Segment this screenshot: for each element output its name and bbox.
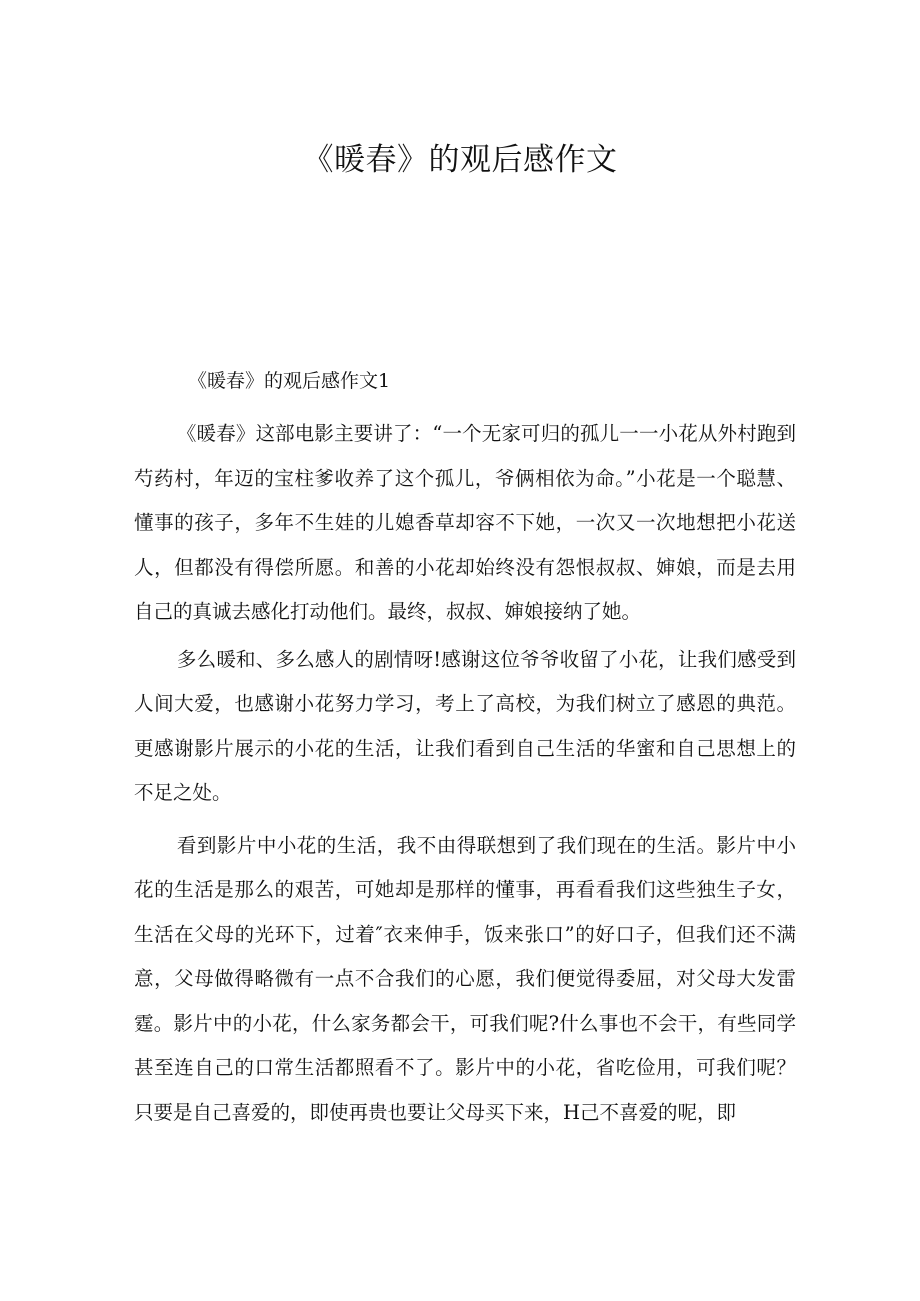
document-title: 《暖春》的观后感作文 xyxy=(302,142,618,178)
paragraph-1: 《暖春》这部电影主要讲了：“一个无家可归的孤儿一一小花从外村跑到芍药村，年迈的宝柱爹收养了这个孤儿，爷俩相依为命。”小花是一个聪慧、懂事的孩子，多年不生娃的儿媳香草却容不下她，一次又一次地想把小花送人，但都没有得偿所愿。和善的小花却始终没有怨恨叔叔、婶娘，而是去用自己的真诚去感化打动他们。最终，叔叔、婶娘接纳了她。 xyxy=(134,422,796,623)
paragraph-2: 多么暖和、多么感人的剧情呀!感谢这位爷爷收留了小花，让我们感受到人间大爱，也感谢小花努力学习，考上了高校，为我们树立了感恩的典范。更感谢影片展示的小花的生活，让我们看到自己生活的华蜜和自己思想上的不足之处。 xyxy=(134,647,796,804)
paragraph-3: 看到影片中小花的生活，我不由得联想到了我们现在的生活。影片中小花的生活是那么的艰苦，可她却是那样的懂事，再看看我们这些独生子女，生活在父母的光环下，过着″衣来伸手，饭来张口”的好口子，但我们还不满意，父母做得略微有一点不合我们的心愿，我们便觉得委屈，对父母大发雷霆。影片中的小花，什么家务都会干，可我们呢?什么事也不会干，有些同学甚至连自己的口常生活都照看不了。影片中的小花，省吃俭用，可我们呢？只要是自己喜爱的，即使再贵也要让父母买下来，H己不喜爱的呢，即 xyxy=(134,833,796,1124)
essay-body xyxy=(134,412,796,1135)
section-heading: 《暖春》的观后感作文1 xyxy=(188,370,391,392)
